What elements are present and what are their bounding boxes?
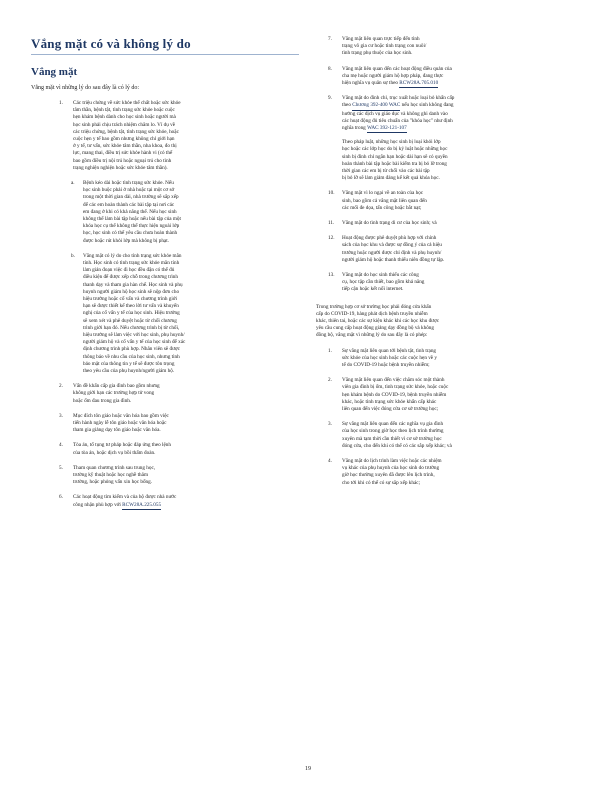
list-item-body: Theo pháp luật, những học sinh bị loại khỏi lớp học hoặc các lớp học do bị kỷ luật hoặc những học sinh bị đình chỉ ngắn hạn hoặc dài hạn sẽ có quyền hoàn thành bài tập hoặc bài kiểm tra bị bỏ lỡ trong thời gian các em bị từ chối vào các bài tập bị bỏ lỡ sẽ làm giảm đáng kể kết quả khóa học.: [342, 139, 448, 182]
list-item-body: Sự vắng mặt liên quan đến các nghĩa vụ gia đình của học sinh trong giờ học theo lịch trình thường xuyên mà tạm thời cần thiết vì cơ sở trường học đóng cửa, cho đến khi có thể có các sắp xếp khác; và: [342, 421, 452, 449]
list-item-body: Vấn đề khẩn cấp gia đình bao gồm nhưng không giới hạn các trường hợp tử vong hoặc ốm đau trong gia đình.: [73, 383, 160, 404]
list-item-text: [83, 253, 185, 375]
rcw-link[interactable]: Chương 392-400 WAC: [352, 102, 400, 110]
list-item-number: 3.: [59, 412, 63, 419]
list-item-body: Tòa án, tố tụng tư pháp hoặc đáp ứng theo lệnh của tòa án, hoặc dịch vụ bồi thẩm đoàn.: [73, 442, 171, 456]
list-item-text: [83, 180, 181, 245]
list-item-number: 2.: [59, 383, 63, 390]
list-item-text: [342, 348, 437, 370]
list-item-text: [342, 220, 437, 227]
list-item-body: Sự vắng mặt liên quan tới bệnh tật, tình trạng sức khỏe của học sinh hoặc các cuộc hẹn về y tế do COVID-19 hoặc bệnh truyền nhiễm;: [342, 347, 437, 368]
list-item-body: Các triệu chứng về sức khỏe thể chất hoặc sức khỏe tâm thần, bệnh tật, tình trạng sức khỏe hoặc cuộc hẹn khám bệnh dành cho học sinh hoặc người mà học sinh phải chịu trách nhiệm chăm lo. Ví dụ về các triệu chứng, bệnh tật, tình trạng sức khỏe, hoặc cuộc hẹn y tế bao gồm nhưng không chỉ giới hạn ở y tế, tư vấn, sức khỏe tâm thần, nha khoa, đo thị lực, mang thai, điều trị sức khỏe hành vi (có thể bao gồm điều trị nội trú hoặc ngoại trú cho tình trạng nghiện nghiện hoặc sức khỏe tâm thần).: [73, 100, 181, 171]
list-item-number: 6.: [59, 494, 63, 501]
list-item-number: 9.: [328, 95, 332, 102]
list-item-text: [73, 413, 169, 435]
list-item-text: [342, 66, 452, 89]
list-item-body: Hoạt động được phê duyệt phù hợp với chính sách của học khu và được sự đồng ý của cả hiệu trưởng hoặc người được chỉ định và phụ huynh/ người giám hộ hoặc thanh thiếu niên đồng tự lập.: [342, 235, 445, 263]
list-item-number: 12.: [328, 235, 335, 242]
list-item-text: [73, 494, 176, 509]
list-item-number: 10.: [328, 190, 335, 197]
list-item-number: 1.: [59, 100, 63, 106]
list-item-body: Vắng mặt liên quan đến việc chăm sóc một thành viên gia đình bị ốm, tình trạng sức khỏe, hoặc cuộc hẹn khám bệnh do COVID-19, bệnh truyền nhiễm khác, hoặc tình trạng sức khỏe khẩn cấp khác liên quan đến việc đóng cửa cơ sở trường học;: [342, 377, 449, 412]
intro-text: Vắng mặt vì những lý do sau đây là có lý do:: [31, 85, 140, 91]
list-item-number: 4.: [59, 442, 63, 449]
list-item-body: Bệnh kéo dài hoặc tình trạng sức khỏe. Nếu học sinh buộc phải ở nhà hoặc tại một cơ sở trong một thời gian dài, nhà trường sẽ sắp xếp để các em hoàn thành các bài tập tại nơi các em đang ở khi có khả năng thể. Nếu học sinh không thể làm bài tập hoặc nếu bài tập của một khóa học cụ thể không thể thực hiện ngoài lớp học, học sinh có thể yêu cầu chưa hoàn thành được hoặc rút khỏi lớp mà không bị phạt.: [83, 180, 181, 244]
list-item-text: [73, 383, 160, 405]
rcw-link[interactable]: RCW28A.225.055: [122, 502, 161, 510]
list-item-body: Tham quan chương trình sau trung học, trường kỹ thuật hoặc học nghề thâm trường, hoặc phỏng vấn xin học bổng.: [73, 464, 156, 486]
list-item-number: 4.: [328, 458, 332, 464]
covid-intro-text: Trong trường hợp cơ sở trường học phải đóng cửa khẩn cấp do COVID-19, hàng phát dịch bệnh truyền nhiễm khác, thiên tai, hoặc các sự kiện khác khi các học khu được yêu cầu cung cấp hoạt động giảng dạy đồng bộ và không đồng bộ, vắng mặt vì những lý do sau đây là có phép:: [316, 303, 440, 339]
wac-link[interactable]: WAC 392-121-107: [367, 125, 407, 133]
list-item-body: Vắng mặt do đình chỉ, trục xuất hoặc loại bỏ khẩn cấp theo: [342, 95, 455, 109]
rcw-link[interactable]: RCW28A.705.010: [399, 80, 438, 88]
list-item-text: [342, 272, 424, 294]
list-item-body: Mục đích tôn giáo hoặc văn hóa bao gồm việc tiến hành ngày lễ tôn giáo hoặc văn hóa hoặc tham gia giảng dạy tôn giáo hoặc văn hóa.: [73, 412, 169, 434]
page-title: Vắng mặt có và không lý do: [31, 36, 191, 51]
list-item-text: [342, 421, 452, 450]
list-item-number: 7.: [328, 36, 332, 42]
section-heading: Vắng mặt: [31, 66, 78, 78]
list-item-text: [73, 100, 181, 172]
list-item-body: Các hoạt động tìm kiếm và của hộ được nhà nước công nhận phù hợp với: [73, 494, 177, 508]
page-number: 19: [305, 766, 311, 772]
list-item-body: Vắng mặt liên quan trực tiếp đến tình trạng vô gia cư hoặc tình trạng con nuôi/ tình trạng phụ thuộc của học sinh.: [342, 36, 427, 57]
list-item-number: 13.: [328, 272, 335, 278]
list-item-text: [73, 442, 171, 456]
list-item-text: [342, 139, 448, 182]
list-item-number: a.: [71, 180, 75, 186]
list-item-text: [342, 377, 448, 413]
list-item-number: 8.: [328, 65, 332, 72]
list-item-body: Vắng mặt do học sinh thiếu các công cụ, học tập cần thiết, bao gồm khả năng tiếp cận hoặc kết nối internet.: [342, 272, 425, 293]
list-item-number: 5.: [59, 464, 63, 471]
list-item-text: [342, 190, 427, 212]
list-item-number: 1.: [328, 347, 332, 354]
list-item-number: 3.: [328, 421, 332, 428]
list-item-text: [342, 95, 454, 133]
list-item-text: [342, 458, 442, 487]
list-item-body: Vắng mặt do lịch trình làm việc hoặc các nhiệm vụ khác của phụ huynh của học sinh do trường giờ học thường xuyên đã được lên lịch trình, cho tới khi có thể có sự sắp xếp khác;: [342, 458, 442, 486]
list-item-number: b.: [71, 252, 75, 259]
title-underline: [31, 54, 299, 55]
list-item-body: Vắng mặt có lý do cho tình trạng sức khỏe mãn tính. Học sinh có tình trạng sức khỏe mãn tính làm gián đoạn việc đi học đều đặn có thể đủ điều kiện để được xếp chỗ trong chương trình thanh dạy và tham gia hàn chế. Học sinh và phụ huynh người giám hộ học sinh sẽ nộp đơn cho hiệu trưởng hoặc cố vấn và chương trình giới hạn sẽ được thiết kế theo lời tư vấn và khuyến nghị của cố vấn y tế của học sinh. Hiệu trưởng sẽ xem xét và phê duyệt hoặc từ chối chương trình giới hạn đó. Nếu chương trình bị từ chối, hiệu trưởng sẽ làm việc với học sinh, phụ huynh/ người giám hộ và cố vấn y tế của học sinh để xác định chương trình phù hợp. Nhân viên sẽ được thông báo về nhu cầu của học sinh, nhưng tình bảo mật của thông tin y tế sẽ được tôn trọng theo yêu cầu của phụ huynh/người giám hộ.: [83, 252, 186, 375]
list-item-number: 11.: [328, 220, 335, 226]
list-item-text: [342, 235, 444, 264]
list-item-body-continued: nếu học sinh không đang hưởng các dịch vụ giáo dục và không ghi danh vào các hoạt động đủ tiêu chuẩn của "khóa học" như định nghĩa trong: [342, 102, 454, 131]
list-item-text: [73, 465, 155, 487]
list-item-text: [342, 36, 426, 58]
list-item-body: Vắng mặt vì lo ngại về an toàn của học sinh, bao gồm cả vắng mặt liên quan đến các mối đe dọa, tấn công hoặc bắt nạt;: [342, 190, 427, 211]
list-item-body: Vắng mặt liên quan đến các hoạt động điều quản của cha mẹ hoặc người giám hộ hợp pháp, đang thực hiện nghĩa vụ quân sự theo: [342, 65, 452, 86]
list-item-body: Vắng mặt do tình trạng di cư của học sinh; và: [342, 220, 437, 226]
list-item-number: 2.: [328, 377, 332, 384]
